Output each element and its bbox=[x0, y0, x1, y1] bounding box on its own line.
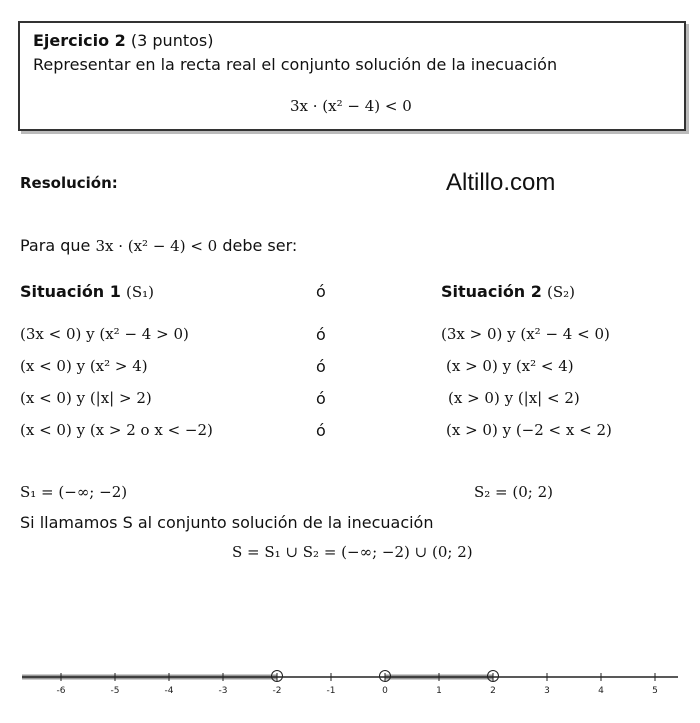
row-2-right: (x > 0) y (x² < 4) bbox=[446, 357, 574, 375]
intro-text: Para que bbox=[20, 236, 91, 255]
exercise-statement: Representar en la recta real el conjunto solución de la inecuación bbox=[33, 55, 558, 74]
tick-label: -6 bbox=[56, 686, 66, 696]
situation1-label: Situación 1 bbox=[20, 282, 121, 301]
row-3-left: (x < 0) y (|x| > 2) bbox=[20, 389, 152, 407]
row-1-right: (3x > 0) y (x² − 4 < 0) bbox=[441, 325, 610, 343]
or-heading: ó bbox=[316, 282, 326, 301]
tick-label: 2 bbox=[490, 686, 496, 696]
s2-result: S₂ = (0; 2) bbox=[474, 483, 554, 501]
exercise-points: (3 puntos) bbox=[130, 31, 214, 50]
row-1-left: (3x < 0) y (x² − 4 > 0) bbox=[20, 325, 189, 343]
tick-label: -3 bbox=[218, 686, 228, 696]
row-3-right: (x > 0) y (|x| < 2) bbox=[448, 389, 580, 407]
row-2-or: ó bbox=[316, 357, 326, 376]
situation1-symbol: (S₁) bbox=[126, 283, 154, 301]
tick-label: 3 bbox=[544, 686, 550, 696]
exercise-inequality: 3x · (x² − 4) < 0 bbox=[290, 97, 412, 115]
row-4-left: (x < 0) y (x > 2 o x < −2) bbox=[20, 421, 213, 439]
exercise-title: Ejercicio 2 bbox=[33, 31, 126, 50]
tick-label: -2 bbox=[272, 686, 282, 696]
s1-result: S₁ = (−∞; −2) bbox=[20, 483, 128, 501]
situation1-heading bbox=[20, 282, 154, 301]
row-3-or: ó bbox=[316, 389, 326, 408]
tick-label: -1 bbox=[326, 686, 336, 696]
intro-line bbox=[20, 236, 297, 255]
conclusion-text: Si llamamos S al conjunto solución de la inecuación bbox=[20, 513, 434, 532]
intro-math: 3x · (x² − 4) < 0 bbox=[95, 237, 218, 255]
row-4-or: ó bbox=[316, 421, 326, 440]
tick-label: -5 bbox=[110, 686, 120, 696]
tick-label: 0 bbox=[382, 686, 388, 696]
tick-label: 4 bbox=[598, 686, 604, 696]
watermark: Altillo.com bbox=[446, 169, 556, 196]
situation2-heading bbox=[441, 282, 575, 301]
resolution-label: Resolución: bbox=[20, 174, 118, 192]
row-4-right: (x > 0) y (−2 < x < 2) bbox=[446, 421, 612, 439]
exercise-heading bbox=[33, 31, 213, 50]
tick-label: 5 bbox=[652, 686, 658, 696]
tick-label: 1 bbox=[436, 686, 442, 696]
intro-suffix: debe ser: bbox=[222, 236, 298, 255]
final-solution: S = S₁ ∪ S₂ = (−∞; −2) ∪ (0; 2) bbox=[232, 543, 473, 561]
number-line bbox=[0, 655, 700, 705]
row-2-left: (x < 0) y (x² > 4) bbox=[20, 357, 148, 375]
tick-label: -4 bbox=[164, 686, 174, 696]
row-1-or: ó bbox=[316, 325, 326, 344]
situation2-symbol: (S₂) bbox=[547, 283, 575, 301]
situation2-label: Situación 2 bbox=[441, 282, 542, 301]
